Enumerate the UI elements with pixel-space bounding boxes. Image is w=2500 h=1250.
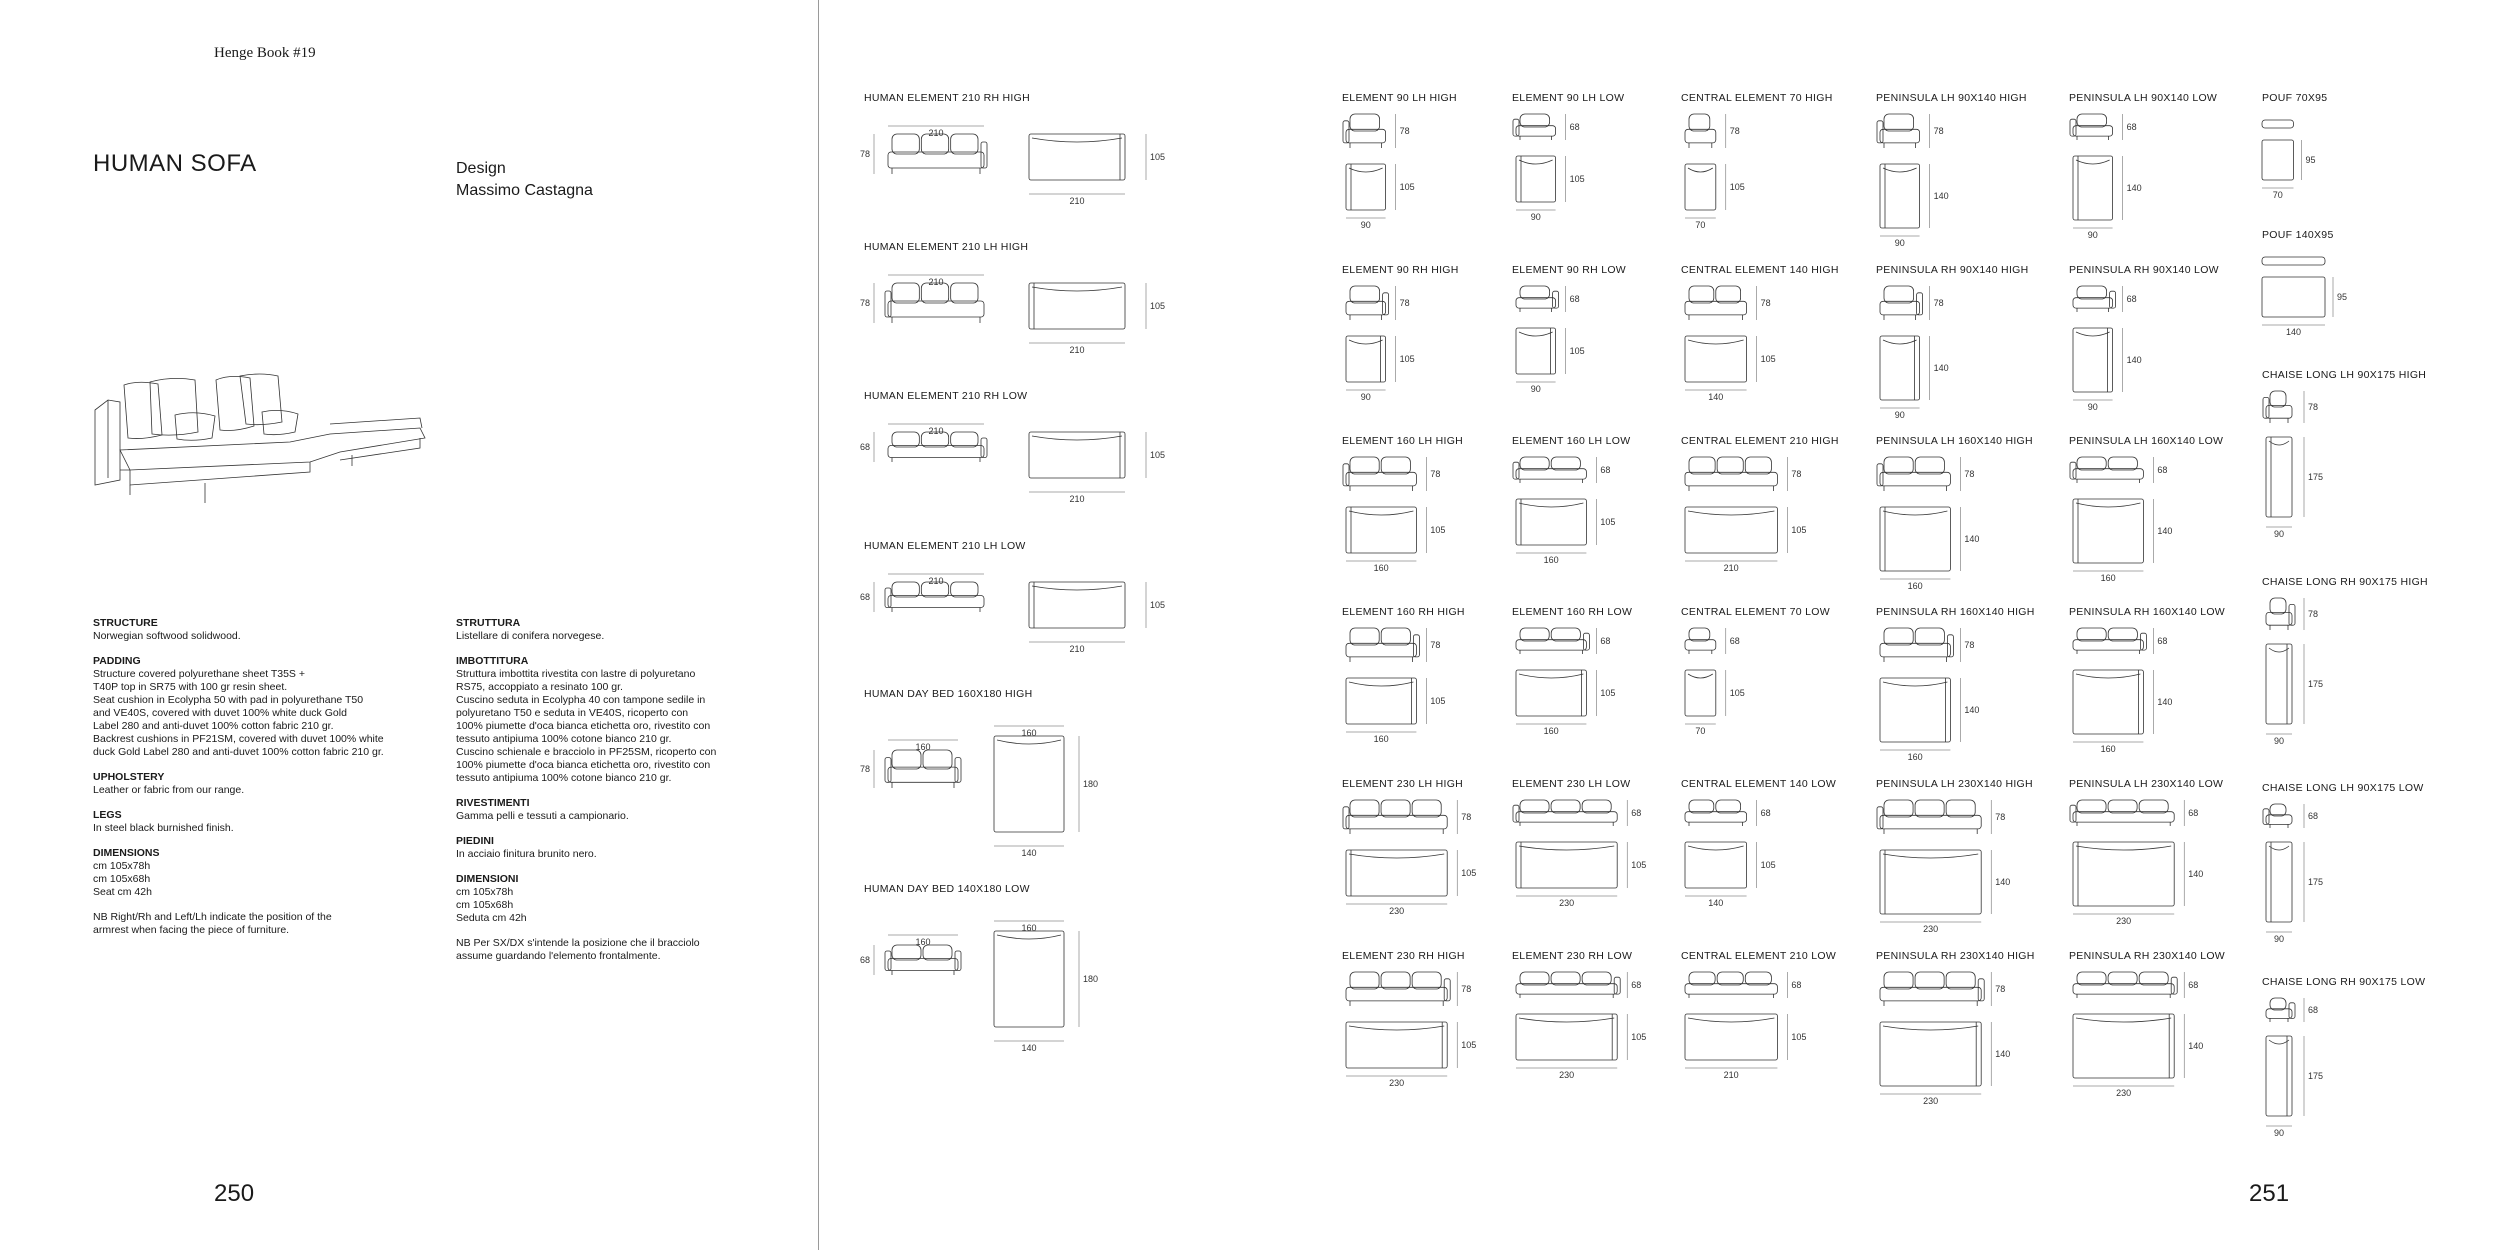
- dimension-label: 78: [1933, 298, 1944, 308]
- spec-section: [93, 771, 413, 797]
- spec-section: [456, 655, 776, 785]
- element-label: HUMAN ELEMENT 210 LH LOW: [864, 540, 1026, 552]
- spec-heading: RIVESTIMENTI: [456, 797, 530, 809]
- spec-heading: PIEDINI: [456, 835, 494, 847]
- dimension-label: 68: [860, 592, 871, 602]
- dimension-label: 140: [2157, 526, 2173, 536]
- element-label: PENINSULA RH 230X140 HIGH: [1876, 950, 2035, 962]
- sofa-element-drawing: [1512, 286, 1592, 398]
- dimension-label: 105: [1399, 354, 1415, 364]
- dimension-label: 90: [2273, 736, 2285, 746]
- sofa-element-drawing: [860, 562, 1166, 662]
- dimension-label: 140: [2285, 327, 2302, 337]
- sofa-element-drawing: [1876, 457, 1986, 595]
- sofa-element-drawing: [860, 905, 1104, 1055]
- element-label: HUMAN ELEMENT 210 RH HIGH: [864, 92, 1031, 104]
- design-credit: [456, 158, 593, 202]
- spec-text: RS75, accoppiato a resinato 100 gr.: [456, 681, 623, 693]
- element-label: CHAISE LONG RH 90X175 HIGH: [2262, 576, 2428, 588]
- element-label: PENINSULA LH 90X140 LOW: [2069, 92, 2218, 104]
- dimension-label: 230: [1923, 924, 1939, 934]
- sofa-element-drawing: [1342, 628, 1452, 748]
- dimension-label: 78: [2308, 402, 2319, 412]
- dimension-label: 105: [1569, 174, 1585, 184]
- dimension-label: 210: [928, 128, 944, 138]
- spec-text: cm 105x68h: [456, 899, 514, 911]
- dimension-label: 68: [2126, 122, 2137, 132]
- dimension-label: 105: [1461, 1040, 1477, 1050]
- dimension-label: 160: [1907, 752, 1923, 762]
- dimension-label: 105: [1600, 517, 1616, 527]
- sofa-element-drawing: [1876, 800, 2017, 938]
- dimension-label: 78: [1760, 298, 1771, 308]
- dimension-label: 180: [1083, 779, 1099, 789]
- left-page: [0, 0, 818, 1250]
- sofa-element-drawing: [2262, 998, 2322, 1148]
- spec-text: Norwegian softwood solidwood.: [93, 630, 241, 642]
- spec-heading: STRUCTURE: [93, 617, 158, 629]
- dimension-label: 105: [1430, 696, 1446, 706]
- spec-heading: PADDING: [93, 655, 141, 667]
- spec-text: armrest when facing the piece of furniture.: [93, 924, 290, 936]
- dimension-label: 230: [1559, 898, 1575, 908]
- dimension-label: 68: [1791, 980, 1802, 990]
- element-label: HUMAN ELEMENT 210 RH LOW: [864, 390, 1028, 402]
- dimension-label: 105: [1399, 182, 1415, 192]
- sofa-element-drawing: [1681, 114, 1752, 234]
- element-label: PENINSULA LH 90X140 HIGH: [1876, 92, 2027, 104]
- sofa-element-drawing: [2069, 800, 2210, 930]
- dimension-label: 175: [2308, 679, 2324, 689]
- element-label: ELEMENT 160 RH LOW: [1512, 606, 1633, 618]
- dimension-label: 180: [1083, 974, 1099, 984]
- dimension-label: 68: [1569, 294, 1580, 304]
- dimension-label: 90: [2273, 529, 2285, 539]
- dimension-label: 160: [915, 742, 931, 752]
- spec-text: and VE40S, covered with duvet 100% white duck Gold: [93, 707, 347, 719]
- sofa-element-drawing: [1342, 286, 1422, 406]
- dimension-label: 175: [2308, 877, 2324, 887]
- dimension-label: 140: [1021, 1043, 1037, 1053]
- dimension-label: 230: [1923, 1096, 1939, 1106]
- element-label: ELEMENT 90 RH LOW: [1512, 264, 1627, 276]
- dimension-label: 105: [1760, 860, 1776, 870]
- element-label: ELEMENT 230 RH LOW: [1512, 950, 1633, 962]
- dimension-label: 90: [2087, 230, 2098, 240]
- dimension-label: 105: [1729, 688, 1745, 698]
- element-label: CENTRAL ELEMENT 140 LOW: [1681, 778, 1837, 790]
- element-label: CHAISE LONG LH 90X175 LOW: [2262, 782, 2424, 794]
- dimension-label: 95: [2305, 155, 2316, 165]
- dimension-label: 105: [1150, 152, 1166, 162]
- spec-text: duck Gold Label 280 and anti-duvet 100% cotton fabric 210 gr.: [93, 746, 384, 758]
- element-label: PENINSULA RH 160X140 HIGH: [1876, 606, 2035, 618]
- spec-text: tessuto antipiuma 100% cotone bianco 210 gr.: [456, 733, 672, 745]
- dimension-label: 68: [1760, 808, 1771, 818]
- sofa-element-drawing: [2069, 114, 2149, 244]
- spec-text: Backrest cushions in PF21SM, covered with duvet 100% white: [93, 733, 384, 745]
- dimension-label: 90: [2273, 934, 2285, 944]
- dimension-label: 140: [1933, 191, 1949, 201]
- sofa-element-drawing: [2262, 251, 2362, 341]
- sofa-element-drawing: [860, 412, 1166, 512]
- dimension-label: 78: [1461, 984, 1472, 994]
- element-label: ELEMENT 90 RH HIGH: [1342, 264, 1459, 276]
- dimension-label: 68: [1569, 122, 1580, 132]
- sofa-element-drawing: [1681, 286, 1783, 406]
- dimension-label: 140: [1708, 392, 1724, 402]
- sofa-element-drawing: [1876, 114, 1956, 252]
- element-label: CENTRAL ELEMENT 70 LOW: [1681, 606, 1830, 618]
- spec-text: Leather or fabric from our range.: [93, 784, 245, 796]
- dimension-label: 140: [1964, 534, 1980, 544]
- dimension-label: 210: [1069, 196, 1085, 206]
- sofa-element-drawing: [1876, 972, 2017, 1110]
- spec-section: [456, 797, 776, 823]
- spec-section: [456, 835, 776, 861]
- spec-section: [456, 873, 776, 925]
- page-number-right: 251: [2249, 1180, 2290, 1207]
- sofa-element-drawing: [1342, 972, 1483, 1092]
- sofa-illustration: [90, 360, 430, 510]
- spec-text: assume guardando l'elemento frontalmente.: [456, 950, 661, 962]
- sofa-element-drawing: [1681, 800, 1783, 912]
- element-label: CENTRAL ELEMENT 70 HIGH: [1681, 92, 1833, 104]
- spec-heading: DIMENSIONS: [93, 847, 160, 859]
- spec-text: In steel black burnished finish.: [93, 822, 234, 834]
- sofa-element-drawing: [860, 263, 1166, 363]
- dimension-label: 210: [1723, 1070, 1739, 1080]
- dimension-label: 68: [2188, 980, 2199, 990]
- dimension-label: 210: [928, 426, 944, 436]
- dimension-label: 140: [2126, 355, 2142, 365]
- sofa-element-drawing: [2262, 598, 2322, 748]
- element-label: ELEMENT 230 RH HIGH: [1342, 950, 1465, 962]
- designer-name: Massimo Castagna: [456, 182, 593, 199]
- dimension-label: 140: [2126, 183, 2142, 193]
- sofa-element-drawing: [1876, 286, 1956, 424]
- dimension-label: 78: [1399, 126, 1410, 136]
- sofa-element-drawing: [1512, 628, 1622, 740]
- dimension-label: 90: [2273, 1128, 2285, 1138]
- dimension-label: 95: [2337, 292, 2348, 302]
- spec-text: Struttura imbottita rivestita con lastre di polyuretano: [456, 668, 696, 680]
- spec-text: cm 105x68h: [93, 873, 151, 885]
- spec-section: [93, 809, 413, 835]
- sofa-element-drawing: [2069, 286, 2149, 416]
- element-label: ELEMENT 90 LH LOW: [1512, 92, 1625, 104]
- design-label: Design: [456, 160, 506, 177]
- spec-text: Listellare di conifera norvegese.: [456, 630, 605, 642]
- dimension-label: 160: [1373, 734, 1389, 744]
- element-label: PENINSULA RH 230X140 LOW: [2069, 950, 2226, 962]
- sofa-element-drawing: [1342, 114, 1422, 234]
- dimension-label: 210: [1069, 345, 1085, 355]
- right-page: [819, 0, 2500, 1250]
- element-label: HUMAN DAY BED 160X180 HIGH: [864, 688, 1033, 700]
- page-number-left: 250: [214, 1180, 255, 1207]
- dimension-label: 78: [1964, 640, 1975, 650]
- spec-section: [456, 617, 776, 643]
- dimension-label: 230: [2116, 1088, 2132, 1098]
- dimension-label: 105: [1569, 346, 1585, 356]
- dimension-label: 78: [1995, 984, 2006, 994]
- sofa-element-drawing: [2262, 391, 2322, 541]
- dimension-label: 90: [1530, 384, 1541, 394]
- dimension-label: 68: [2308, 1005, 2319, 1015]
- dimension-label: 140: [1933, 363, 1949, 373]
- sofa-element-drawing: [1681, 972, 1813, 1084]
- sofa-element-drawing: [2262, 114, 2362, 204]
- dimension-label: 90: [1360, 392, 1371, 402]
- dimension-label: 68: [1729, 636, 1740, 646]
- spec-heading: UPHOLSTERY: [93, 771, 165, 783]
- element-label: PENINSULA LH 230X140 HIGH: [1876, 778, 2033, 790]
- dimension-label: 140: [2157, 697, 2173, 707]
- spec-text: NB Right/Rh and Left/Lh indicate the position of the: [93, 911, 332, 923]
- dimension-label: 90: [1894, 238, 1905, 248]
- dimension-label: 68: [2126, 294, 2137, 304]
- element-label: HUMAN ELEMENT 210 LH HIGH: [864, 241, 1029, 253]
- dimension-label: 90: [2087, 402, 2098, 412]
- book-title: Henge Book #19: [214, 45, 316, 61]
- dimension-label: 68: [2188, 808, 2199, 818]
- dimension-label: 70: [1695, 220, 1706, 230]
- dimension-label: 105: [1791, 525, 1807, 535]
- element-label: ELEMENT 230 LH LOW: [1512, 778, 1631, 790]
- spec-text: 100% piumette d'oca bianca etichetta oro, rivestito con: [456, 720, 711, 732]
- spec-text: Label 280 and anti-duvet 100% cotton fabric 210 gr.: [93, 720, 334, 732]
- dimension-label: 230: [1389, 906, 1405, 916]
- dimension-label: 78: [1461, 812, 1472, 822]
- dimension-label: 78: [860, 764, 871, 774]
- element-label: CHAISE LONG LH 90X175 HIGH: [2262, 369, 2427, 381]
- spec-text: Seduta cm 42h: [456, 912, 527, 924]
- dimension-label: 105: [1600, 688, 1616, 698]
- spec-text: NB Per SX/DX s'intende la posizione che il bracciolo: [456, 937, 700, 949]
- dimension-label: 210: [1069, 644, 1085, 654]
- sofa-element-drawing: [1512, 457, 1622, 569]
- dimension-label: 90: [1530, 212, 1541, 222]
- dimension-label: 68: [1600, 465, 1611, 475]
- element-label: CHAISE LONG RH 90X175 LOW: [2262, 976, 2426, 988]
- dimension-label: 105: [1631, 1032, 1647, 1042]
- spec-text: Structure covered polyurethane sheet T35S +: [93, 668, 305, 680]
- product-title: HUMAN SOFA: [93, 150, 257, 177]
- dimension-label: 78: [1995, 812, 2006, 822]
- dimension-label: 78: [1933, 126, 1944, 136]
- dimension-label: 210: [1069, 494, 1085, 504]
- element-label: PENINSULA LH 160X140 LOW: [2069, 435, 2224, 447]
- spec-section: [93, 655, 413, 759]
- dimension-label: 210: [928, 277, 944, 287]
- element-label: ELEMENT 160 RH HIGH: [1342, 606, 1465, 618]
- spec-text: polyuretano T50 e seduta in VE40S, ricoperto con: [456, 707, 689, 719]
- dimension-label: 160: [1907, 581, 1923, 591]
- spec-text: tessuto antipiuma 100% cotone bianco 210 gr.: [456, 772, 672, 784]
- element-label: PENINSULA RH 90X140 HIGH: [1876, 264, 2029, 276]
- dimension-label: 68: [2157, 465, 2168, 475]
- dimension-label: 160: [915, 937, 931, 947]
- spec-text: 100% piumette d'oca bianca etichetta oro, rivestito con: [456, 759, 711, 771]
- sofa-element-drawing: [1342, 457, 1452, 577]
- dimension-label: 105: [1729, 182, 1745, 192]
- element-label: ELEMENT 230 LH HIGH: [1342, 778, 1464, 790]
- spec-section: [93, 911, 413, 937]
- dimension-label: 78: [1791, 469, 1802, 479]
- dimension-label: 210: [1723, 563, 1739, 573]
- dimension-label: 78: [1430, 469, 1441, 479]
- specs-english: [93, 617, 413, 949]
- dimension-label: 68: [2308, 811, 2319, 821]
- dimension-label: 140: [1995, 1049, 2011, 1059]
- dimension-label: 160: [2100, 573, 2116, 583]
- dimension-label: 78: [1964, 469, 1975, 479]
- dimension-label: 68: [1631, 808, 1642, 818]
- sofa-element-drawing: [1512, 114, 1592, 226]
- dimension-label: 90: [1894, 410, 1905, 420]
- dimension-label: 105: [1150, 301, 1166, 311]
- sofa-element-drawing: [2069, 457, 2179, 587]
- spec-text: T40P top in SR75 with 100 gr resin sheet.: [93, 681, 288, 693]
- element-label: PENINSULA LH 160X140 HIGH: [1876, 435, 2033, 447]
- sofa-element-drawing: [1681, 628, 1752, 740]
- element-label: CENTRAL ELEMENT 140 HIGH: [1681, 264, 1839, 276]
- dimension-label: 140: [1021, 848, 1037, 858]
- spec-section: [93, 847, 413, 899]
- dimension-label: 140: [1995, 877, 2011, 887]
- dimension-label: 175: [2308, 472, 2324, 482]
- element-label: ELEMENT 160 LH HIGH: [1342, 435, 1464, 447]
- element-label: CENTRAL ELEMENT 210 LOW: [1681, 950, 1837, 962]
- sofa-element-drawing: [1512, 972, 1653, 1084]
- spec-heading: DIMENSIONI: [456, 873, 519, 885]
- dimension-label: 230: [1389, 1078, 1405, 1088]
- dimension-label: 78: [860, 149, 871, 159]
- sofa-element-drawing: [1681, 457, 1813, 577]
- dimension-label: 68: [860, 955, 871, 965]
- dimension-label: 105: [1791, 1032, 1807, 1042]
- dimension-label: 70: [2272, 190, 2283, 200]
- spec-text: Seat cm 42h: [93, 886, 152, 898]
- dimension-label: 78: [1729, 126, 1740, 136]
- dimension-label: 78: [1430, 640, 1441, 650]
- element-label: HUMAN DAY BED 140X180 LOW: [864, 883, 1030, 895]
- spec-text: cm 105x78h: [93, 860, 151, 872]
- dimension-label: 160: [1373, 563, 1389, 573]
- sofa-element-drawing: [2069, 628, 2179, 758]
- sofa-element-drawing: [860, 114, 1166, 214]
- dimension-label: 68: [2157, 636, 2168, 646]
- dimension-label: 90: [1360, 220, 1371, 230]
- dimension-label: 78: [1399, 298, 1410, 308]
- spec-heading: IMBOTTITURA: [456, 655, 529, 667]
- spec-text: Gamma pelli e tessuti a campionario.: [456, 810, 629, 822]
- dimension-label: 230: [2116, 916, 2132, 926]
- spec-text: Cuscino seduta in Ecolypha 40 con tampone sedile in: [456, 694, 706, 706]
- element-label: PENINSULA RH 90X140 LOW: [2069, 264, 2219, 276]
- dimension-label: 160: [1021, 728, 1037, 738]
- spec-text: Cuscino schienale e bracciolo in PF25SM, ricoperto con: [456, 746, 717, 758]
- dimension-label: 160: [1021, 923, 1037, 933]
- spec-heading: LEGS: [93, 809, 122, 821]
- spec-text: In acciaio finitura brunito nero.: [456, 848, 597, 860]
- spec-section: [456, 937, 776, 963]
- element-label: POUF 140X95: [2262, 229, 2334, 241]
- dimension-label: 105: [1631, 860, 1647, 870]
- dimension-label: 78: [860, 298, 871, 308]
- dimension-label: 68: [1600, 636, 1611, 646]
- element-label: ELEMENT 90 LH HIGH: [1342, 92, 1457, 104]
- dimension-label: 68: [1631, 980, 1642, 990]
- dimension-label: 160: [1543, 726, 1559, 736]
- dimension-label: 160: [1543, 555, 1559, 565]
- sofa-element-drawing: [2262, 804, 2322, 954]
- element-label: CENTRAL ELEMENT 210 HIGH: [1681, 435, 1839, 447]
- dimension-label: 105: [1760, 354, 1776, 364]
- dimension-label: 140: [1964, 705, 1980, 715]
- spec-text: cm 105x78h: [456, 886, 514, 898]
- dimension-label: 140: [1708, 898, 1724, 908]
- spec-text: Seat cushion in Ecolypha 50 with pad in polyurethane T50: [93, 694, 364, 706]
- spec-section: [93, 617, 413, 643]
- dimension-label: 78: [2308, 609, 2319, 619]
- element-label: ELEMENT 160 LH LOW: [1512, 435, 1631, 447]
- dimension-label: 105: [1430, 525, 1446, 535]
- sofa-element-drawing: [1512, 800, 1653, 912]
- dimension-label: 160: [2100, 744, 2116, 754]
- sofa-element-drawing: [2069, 972, 2210, 1102]
- sofa-element-drawing: [1342, 800, 1483, 920]
- spec-heading: STRUTTURA: [456, 617, 521, 629]
- sofa-element-drawing: [860, 710, 1104, 860]
- specs-italian: [456, 617, 776, 975]
- dimension-label: 175: [2308, 1071, 2324, 1081]
- dimension-label: 140: [2188, 869, 2204, 879]
- dimension-label: 105: [1461, 868, 1477, 878]
- dimension-label: 105: [1150, 450, 1166, 460]
- element-label: POUF 70X95: [2262, 92, 2328, 104]
- dimension-label: 140: [2188, 1041, 2204, 1051]
- dimension-label: 210: [928, 576, 944, 586]
- element-label: PENINSULA LH 230X140 LOW: [2069, 778, 2224, 790]
- dimension-label: 230: [1559, 1070, 1575, 1080]
- element-label: PENINSULA RH 160X140 LOW: [2069, 606, 2226, 618]
- dimension-label: 70: [1695, 726, 1706, 736]
- dimension-label: 105: [1150, 600, 1166, 610]
- dimension-label: 68: [860, 442, 871, 452]
- sofa-element-drawing: [1876, 628, 1986, 766]
